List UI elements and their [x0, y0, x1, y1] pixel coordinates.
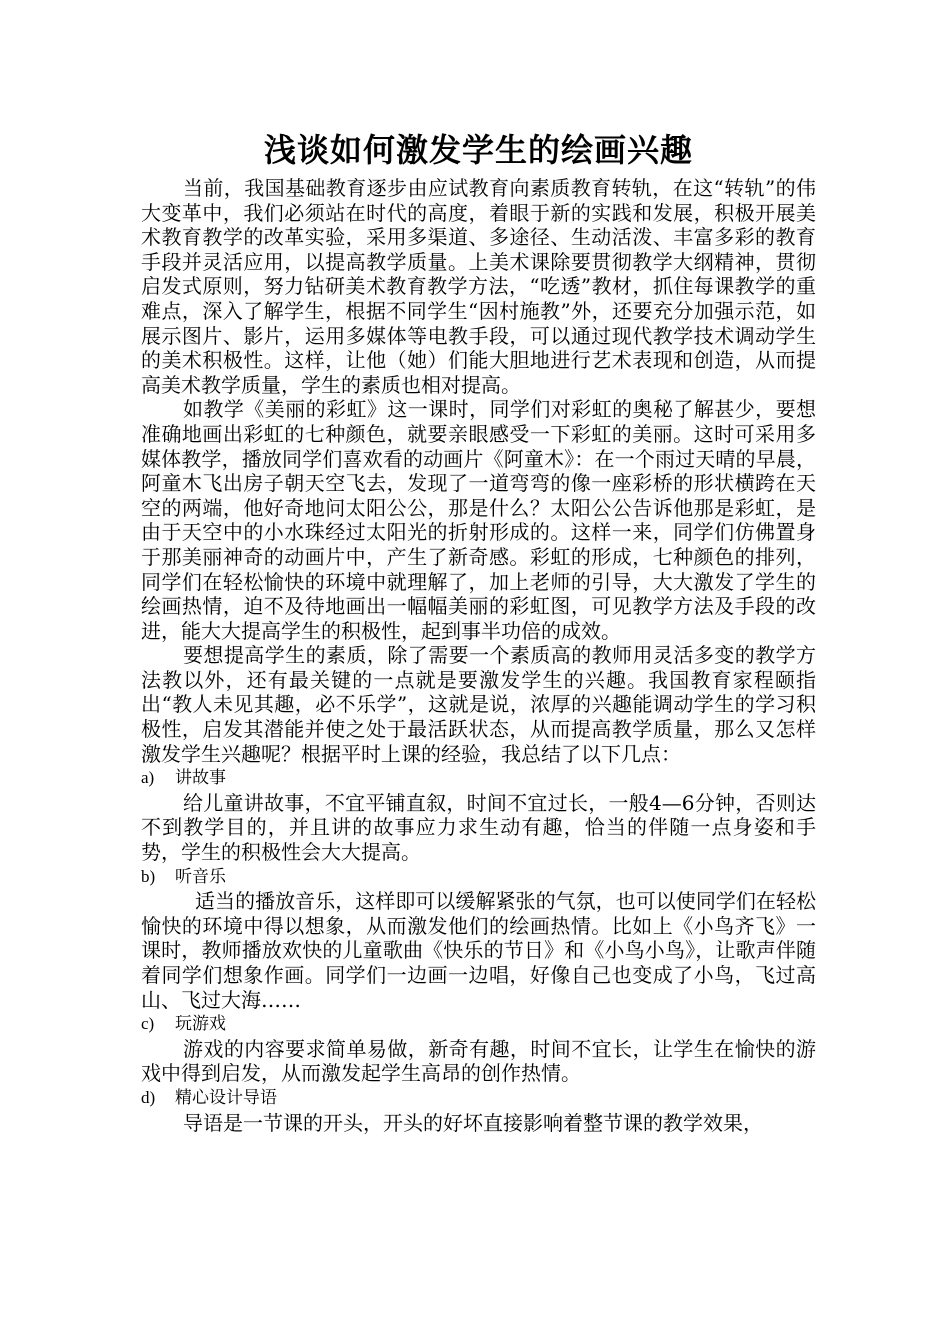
paragraph-intro-words: 导语是一节课的开头，开头的好坏直接影响着整节课的教学效果，: [183, 1110, 763, 1135]
paragraph-story: 给儿童讲故事，不宜平铺直叙，时间不宜过长，一般4—6分钟，否则达不到教学目的，并且讲的故事应力求生动有趣，恰当的伴随一点身姿和手势，学生的积极性会大大提高。: [141, 790, 816, 865]
section-heading-intro-words: [141, 1086, 816, 1111]
section-heading-game: [141, 1012, 816, 1037]
paragraph-game: 游戏的内容要求简单易做，新奇有趣，时间不宜长，让学生在愉快的游戏中得到启发，从而激发起学生高昂的创作热情。: [141, 1036, 816, 1086]
paragraph-intro: 当前，我国基础教育逐步由应试教育向素质教育转轨，在这“转轨”的伟大变革中，我们必须站在时代的高度，着眼于新的实践和发展，积极开展美术教育教学的改革实验，采用多渠道、多途径、生动活泼、丰富多彩的教育手段并灵活应用，以提高教学质量。上美术课除要贯彻教学大纲精神，贯彻启发式原则，努力钻研美术教育教学方法，“吃透”教材，抓住每课教学的重难点，深入了解学生，根据不同学生“因村施教”外，还要充分加强示范，如展示图片、影片，运用多媒体等电教手段，可以通过现代教学技术调动学生的美术积极性。这样，让他（她）们能大胆地进行艺术表现和创造，从而提高美术教学质量，学生的素质也相对提高。: [141, 176, 816, 397]
section-title: 讲故事: [175, 768, 226, 789]
section-heading-music: [141, 865, 816, 890]
section-heading-story: [141, 766, 816, 791]
document-page: [141, 128, 816, 1135]
paragraph-music: 适当的播放音乐，这样即可以缓解紧张的气氛，也可以使同学们在轻松愉快的环境中得以想象，从而激发他们的绘画热情。比如上《小鸟齐飞》一课时，教师播放欢快的儿童歌曲《快乐的节日》和《小鸟小鸟》，让歌声伴随着同学们想象作画。同学们一边画一边唱，好像自己也变成了小鸟，飞过高山、飞过大海……: [141, 889, 816, 1012]
section-title: 精心设计导语: [175, 1087, 277, 1108]
section-label: a): [141, 768, 155, 788]
section-label: b): [141, 866, 156, 886]
section-title: 玩游戏: [175, 1014, 226, 1035]
section-title: 听音乐: [175, 866, 226, 887]
section-label: c): [141, 1014, 155, 1034]
paragraph-interest: 要想提高学生的素质，除了需要一个素质高的教师用灵活多变的教学方法教以外，还有最关键的一点就是要激发学生的兴趣。我国教育家程颐指出“教人未见其趣，必不乐学”，这就是说，浓厚的兴趣能调动学生的学习积极性，启发其潜能并使之处于最活跃状态，从而提高教学质量，那么又怎样激发学生兴趣呢？根据平时上课的经验，我总结了以下几点：: [141, 643, 816, 766]
paragraph-rainbow-example: 如教学《美丽的彩虹》这一课时，同学们对彩虹的奥秘了解甚少，要想准确地画出彩虹的七种颜色，就要亲眼感受一下彩虹的美丽。这时可采用多媒体教学，播放同学们喜欢看的动画片《阿童木》：在一个雨过天晴的早晨，阿童木飞出房子朝天空飞去，发现了一道弯弯的像一座彩桥的形状横跨在天空的两端，他好奇地问太阳公公，那是什么？太阳公公告诉他那是彩虹，是由于天空中的小水珠经过太阳光的折射形成的。这样一来，同学们仿佛置身于那美丽神奇的动画片中，产生了新奇感。彩虹的形成，七种颜色的排列，同学们在轻松愉快的环境中就理解了，加上老师的引导，大大激发了学生的绘画热情，迫不及待地画出一幅幅美丽的彩虹图，可见教学方法及手段的改进，能大大提高学生的积极性，起到事半功倍的成效。: [141, 397, 816, 643]
section-label: d): [141, 1087, 156, 1107]
document-title: 浅谈如何激发学生的绘画兴趣: [263, 131, 693, 169]
